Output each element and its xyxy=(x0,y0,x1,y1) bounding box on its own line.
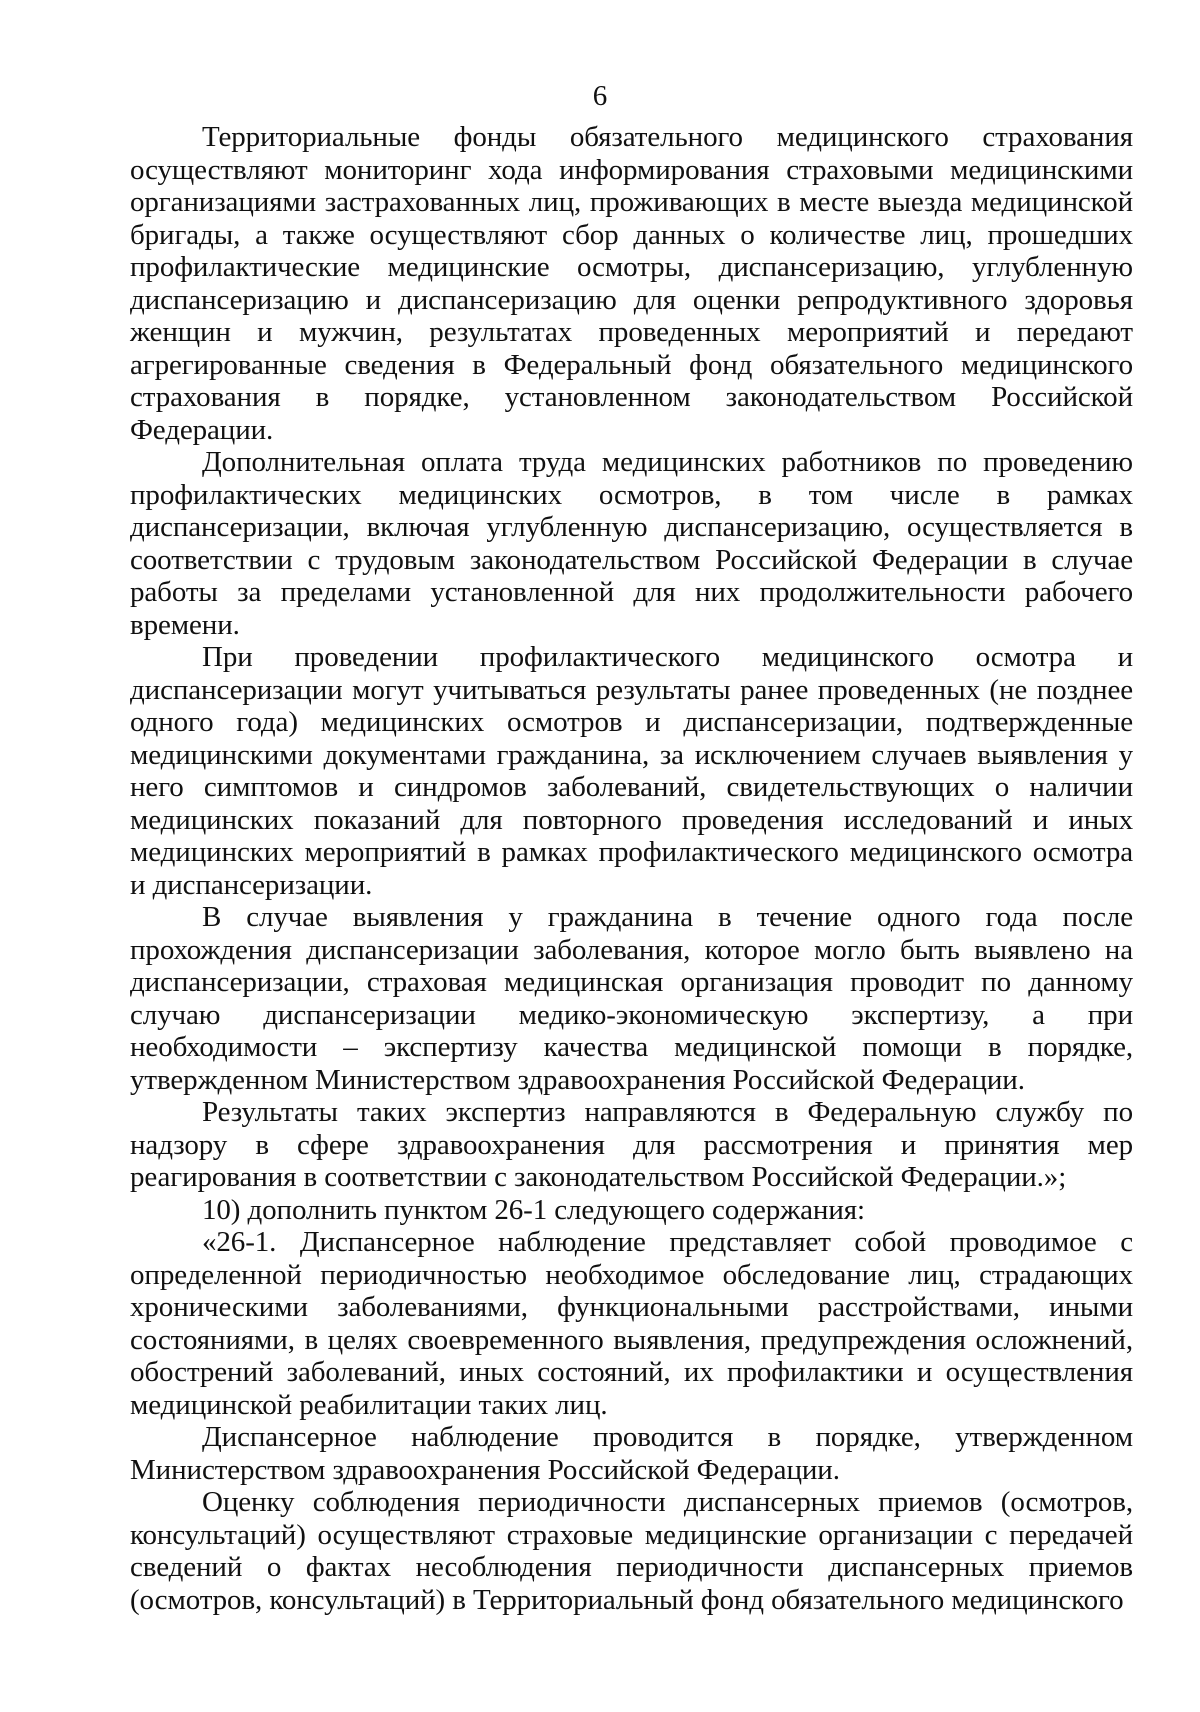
paragraph-amendment-point-10: 10) дополнить пунктом 26-1 следующего содержания: xyxy=(202,1193,865,1226)
page-number: 6 xyxy=(592,80,608,112)
paragraph-disease-detection-expertise: В случае выявления у гражданина в течение одного года после прохождения диспансеризации заболевания, которое могло быть выявлено на диспансеризации, страховая медицинская организация проводит по данному случаю диспансеризации медико-экономическую экспертизу, а при необходимости – экспертизу качества медицинской помощи в порядке, утвержденном Министерством здравоохранения Российской Федерации. xyxy=(130,901,1133,1096)
document-body xyxy=(130,121,1133,1616)
paragraph-dispensary-observation-order: Диспансерное наблюдение проводится в порядке, утвержденном Министерством здравоохранения Российской Федерации. xyxy=(130,1421,1133,1486)
paragraph-previous-results: При проведении профилактического медицинского осмотра и диспансеризации могут учитываться результаты ранее проведенных (не позднее одного года) медицинских осмотров и диспансеризации, подтвержденные медицинскими документами гражданина, за исключением случаев выявления у него симптомов и синдромов заболеваний, свидетельствующих о наличии медицинских показаний для повторного проведения исследований и иных медицинских мероприятий в рамках профилактического медицинского осмотра и диспансеризации. xyxy=(130,641,1133,901)
paragraph-expertise-results: Результаты таких экспертиз направляются в Федеральную службу по надзору в сфере здравоохранения для рассмотрения и принятия мер реагирования в соответствии с законодательством Российской Федерации.»; xyxy=(130,1096,1133,1193)
paragraph-periodicity-assessment: Оценку соблюдения периодичности диспансерных приемов (осмотров, консультаций) осуществляют страховые медицинские организации с передачей сведений о фактах несоблюдения периодичности диспансерных приемов (осмотров, консультаций) в Территориальный фонд обязательного медицинского xyxy=(130,1486,1133,1616)
paragraph-dispensary-observation-definition: «26-1. Диспансерное наблюдение представляет собой проводимое с определенной периодичностью необходимое обследование лиц, страдающих хроническими заболеваниями, функциональными расстройствами, иными состояниями, в целях своевременного выявления, предупреждения осложнений, обострений заболеваний, иных состояний, их профилактики и осуществления медицинской реабилитации таких лиц. xyxy=(130,1226,1133,1421)
paragraph-territorial-funds-monitoring: Территориальные фонды обязательного медицинского страхования осуществляют мониторинг хода информирования страховыми медицинскими организациями застрахованных лиц, проживающих в месте выезда медицинской бригады, а также осуществляют сбор данных о количестве лиц, прошедших профилактические медицинские осмотры, диспансеризацию, углубленную диспансеризацию и диспансеризацию для оценки репродуктивного здоровья женщин и мужчин, результатах проведенных мероприятий и передают агрегированные сведения в Федеральный фонд обязательного медицинского страхования в порядке, установленном законодательством Российской Федерации. xyxy=(130,121,1133,446)
paragraph-additional-pay: Дополнительная оплата труда медицинских работников по проведению профилактических медицинских осмотров, в том числе в рамках диспансеризации, включая углубленную диспансеризацию, осуществляется в соответствии с трудовым законодательством Российской Федерации в случае работы за пределами установленной для них продолжительности рабочего времени. xyxy=(130,446,1133,641)
